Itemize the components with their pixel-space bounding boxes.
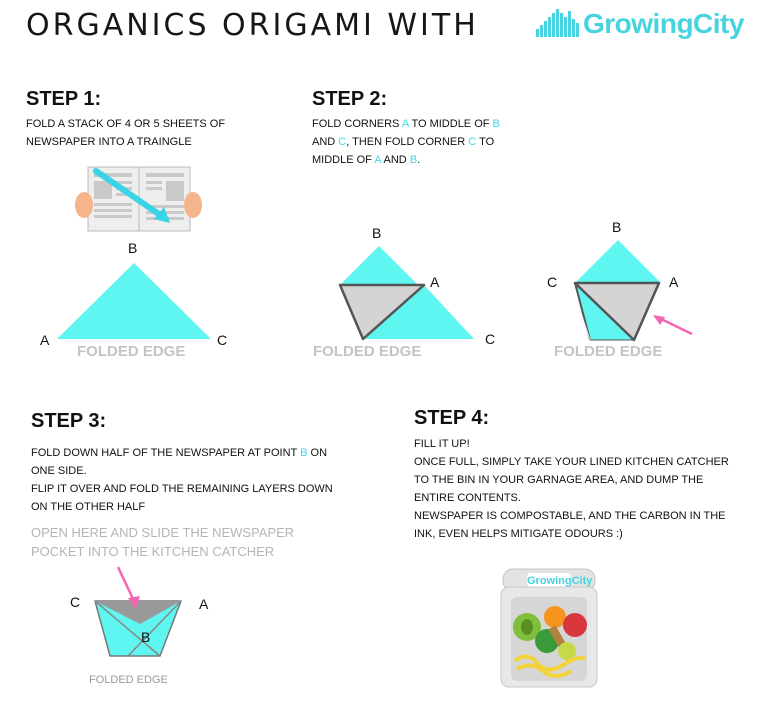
step4-line2: ONCE FULL, SIMPLY TAKE YOUR LINED KITCHEN CATCHER (414, 456, 729, 468)
step3-pink-arrow (118, 567, 134, 601)
step2-left-label-c: C (485, 331, 496, 347)
step1-label-b: B (128, 240, 138, 256)
step2-left-label-a: A (430, 274, 440, 290)
step3-line4: ON THE OTHER HALF (31, 501, 146, 513)
step1-folded-edge: FOLDED EDGE (77, 343, 186, 360)
step2-right-label-b: B (612, 219, 622, 235)
step3-line3: FLIP IT OVER AND FOLD THE REMAINING LAYERS DOWN (31, 483, 333, 495)
step2-right-folded-edge: FOLDED EDGE (554, 343, 663, 360)
step3-line1: FOLD DOWN HALF OF THE NEWSPAPER AT POINT B ON (31, 447, 328, 459)
step4-line4: ENTIRE CONTENTS. (414, 492, 521, 504)
step4-line6: INK, EVEN HELPS MITIGATE ODOURS :) (414, 528, 623, 540)
bin-logo-text: GrowingCity (527, 575, 593, 587)
step1-line2: NEWSPAPER INTO A TRAINGLE (26, 136, 192, 148)
step4-instructions (414, 435, 729, 543)
step3-label-a: A (199, 596, 209, 612)
step3-folded-edge: FOLDED EDGE (89, 674, 168, 686)
step2-right-label-a: A (669, 274, 679, 290)
step3-label-b: B (141, 629, 151, 645)
step2-right-label-c: C (547, 274, 558, 290)
step1-label-a: A (40, 332, 50, 348)
step4-line5: NEWSPAPER IS COMPOSTABLE, AND THE CARBON IN THE (414, 510, 726, 522)
step1-line1: FOLD A STACK OF 4 OR 5 SHEETS OF (26, 118, 226, 130)
step3-heading: STEP 3: (31, 410, 107, 432)
step1-heading: STEP 1: (26, 88, 102, 110)
step3-note-line1: OPEN HERE AND SLIDE THE NEWSPAPER (31, 525, 295, 540)
step2-line2: AND C, THEN FOLD CORNER C TO (312, 136, 495, 148)
step1-label-c: C (217, 332, 228, 348)
step3-label-c: C (70, 594, 81, 610)
step2-left-label-b: B (372, 225, 382, 241)
step4-line3: TO THE BIN IN YOUR GARNAGE AREA, AND DUMP THE (414, 474, 704, 486)
step3-line2: ONE SIDE. (31, 465, 87, 477)
step4-heading: STEP 4: (414, 407, 490, 429)
step2-line3: MIDDLE OF A AND B. (312, 154, 421, 166)
step2-line1: FOLD CORNERS A TO MIDDLE OF B (312, 118, 500, 130)
page-title: ORGANICS ORIGAMI WITH (26, 8, 479, 43)
step2-heading: STEP 2: (312, 88, 388, 110)
step4-line1: FILL IT UP! (414, 438, 470, 450)
step3-note-line2: POCKET INTO THE KITCHEN CATCHER (31, 544, 275, 559)
logo-text: GrowingCity (583, 8, 744, 39)
step2-left-folded-edge: FOLDED EDGE (313, 343, 422, 360)
